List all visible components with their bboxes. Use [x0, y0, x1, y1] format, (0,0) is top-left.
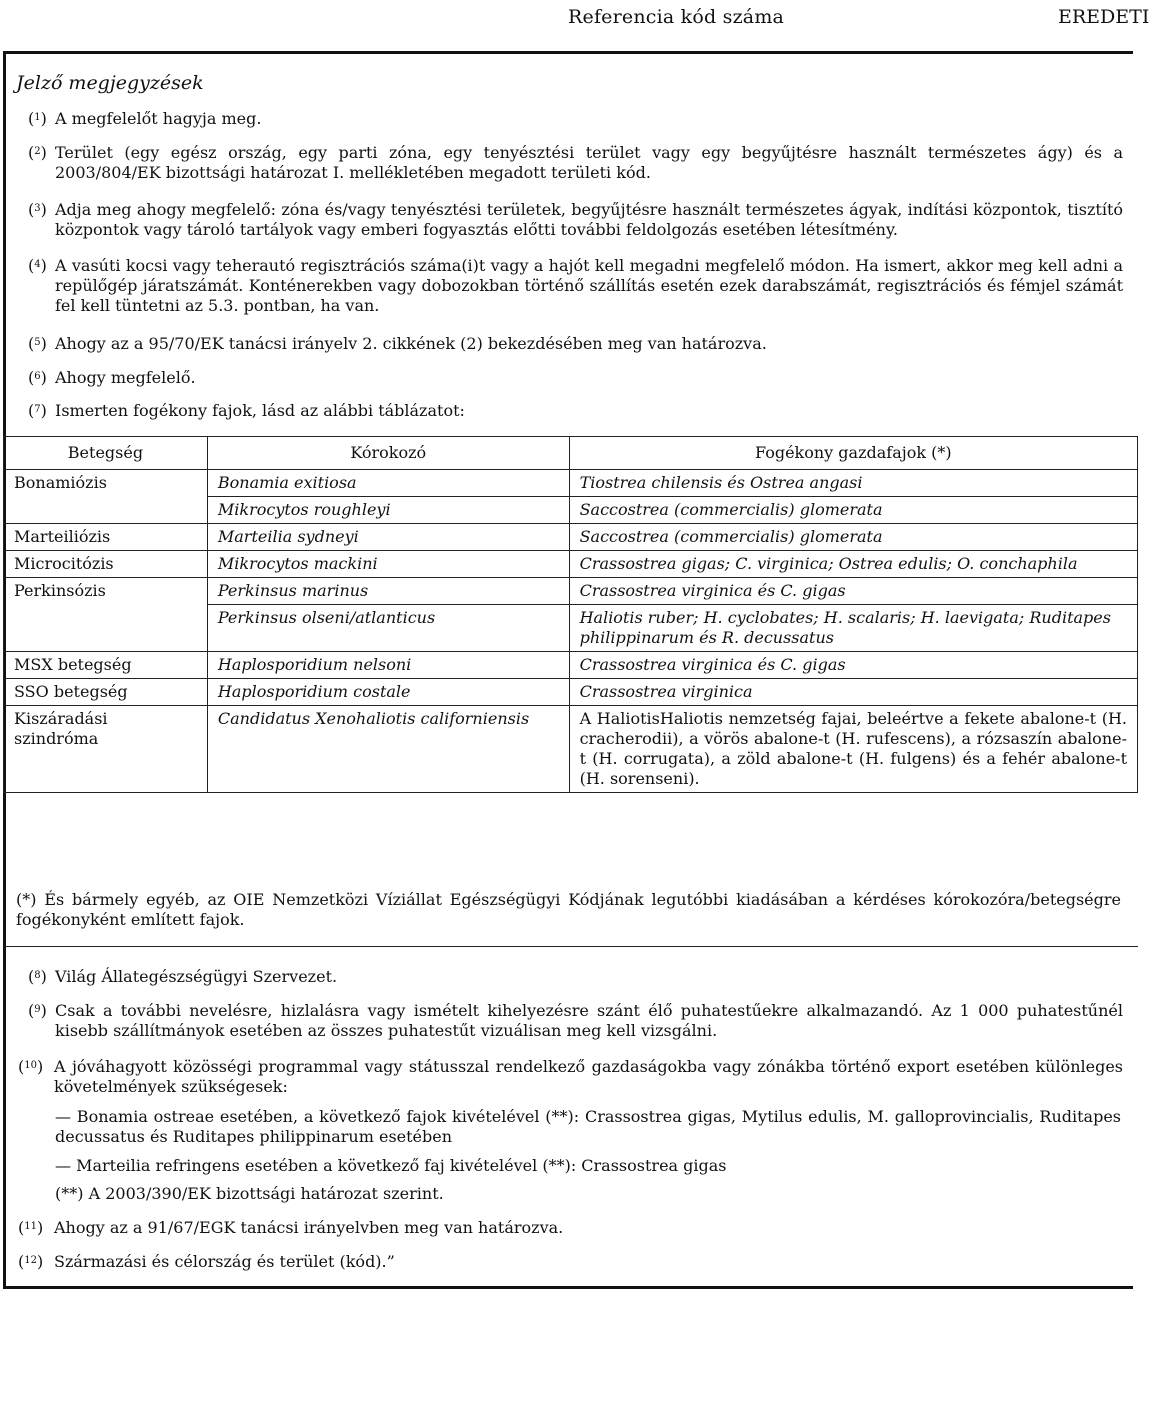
disease-cell: Kiszáradási szindróma	[4, 706, 208, 793]
disease-cell: Marteiliózis	[4, 524, 208, 551]
footnote-mark: (*)	[16, 890, 37, 909]
note-2: ($^2$) Terület (egy egész ország, egy parti zóna, egy tenyésztési terület vagy egy begyűjtésre használt természetes ágy) és a 2003/804/EK bizottsági határozat I. mellékletében megadott területi kód.	[28, 143, 1123, 182]
reference-code-label: Referencia kód száma	[568, 6, 785, 28]
hosts-cell: Saccostrea (commercialis) glomerata	[569, 524, 1137, 551]
note-text: A jóváhagyott közösségi programmal vagy státusszal rendelkező gazdaságokba vagy zónákba történő export esetében különleges követelmények szükségesek:	[54, 1057, 1123, 1096]
disease-cell: Perkinsózis	[4, 578, 208, 605]
hosts-cell: Crassostrea virginica	[569, 679, 1137, 706]
note-text: Világ Állategészségügyi Szervezet.	[55, 967, 338, 986]
column-header: Betegség	[4, 437, 208, 470]
pathogen-cell: Haplosporidium nelsoni	[207, 652, 569, 679]
table-row	[4, 706, 1138, 793]
note-10: ($^{10}$) A jóváhagyott közösségi programmal vagy státusszal rendelkező gazdaságokba vagy zónákba történő export esetében különleges követelmények szükségesek:	[18, 1057, 1123, 1096]
pathogen-cell: Bonamia exitiosa	[207, 470, 569, 497]
disease-cell: Microcitózis	[4, 551, 208, 578]
page-header	[0, 6, 1149, 36]
note-8: ($^8$) Világ Állategészségügyi Szervezet.	[28, 967, 1123, 987]
note-11: ($^{11}$) Ahogy az a 91/67/EGK tanácsi irányelvben meg van határozva.	[18, 1218, 1123, 1238]
hosts-cell: Crassostrea virginica és C. gigas	[569, 578, 1137, 605]
note-text: Ahogy megfelelő.	[55, 368, 196, 387]
note-3: ($^3$) Adja meg ahogy megfelelő: zóna és/vagy tenyésztési területek, begyűjtésre használt természetes ágyak, indítási központok, tisztító központok vagy tároló tartályok vagy emberi fogyasztás előtti további feldolgozás esetében létesítmény.	[28, 200, 1123, 239]
note-12: ($^{12}$) Származási és célország és terület (kód).”	[18, 1252, 1123, 1272]
disease-cell: SSO betegség	[4, 679, 208, 706]
pathogen-cell: Perkinsus olseni/atlanticus	[207, 605, 569, 652]
note-text: A megfelelőt hagyja meg.	[55, 109, 262, 128]
note-5: ($^5$) Ahogy az a 95/70/EK tanácsi irányelv 2. cikkének (2) bekezdésében meg van határozva.	[28, 334, 1123, 354]
divider	[3, 946, 1138, 947]
note-9: ($^9$) Csak a további nevelésre, hizlalásra vagy ismételt kihelyezésre szánt élő puhatestűekre alkalmazandó. Az 1 000 puhatestűnél kisebb szállítmányok esetében az összes puhatestűt vizuálisan meg kell vizsgálni.	[28, 1001, 1123, 1040]
table-row	[4, 578, 1138, 605]
note-text: Ahogy az a 95/70/EK tanácsi irányelv 2. cikkének (2) bekezdésében meg van határozva.	[55, 334, 767, 353]
hosts-cell: Crassostrea gigas; C. virginica; Ostrea edulis; O. conchaphila	[569, 551, 1137, 578]
disease-cell: MSX betegség	[4, 652, 208, 679]
note-1: ($^1$) A megfelelőt hagyja meg.	[28, 109, 1123, 129]
pathogen-cell: Haplosporidium costale	[207, 679, 569, 706]
disease-cell: Bonamiózis	[4, 470, 208, 497]
column-header: Fogékony gazdafajok (*)	[569, 437, 1137, 470]
double-star-note	[55, 1184, 1115, 1204]
table-footnote	[16, 890, 1121, 930]
note-text: Adja meg ahogy megfelelő: zóna és/vagy tenyésztési területek, begyűjtésre használt természetes ágyak, indítási központok, tisztító központok vagy tároló tartályok vagy emberi fogyasztás előtti további feldolgozás esetében létesítmény.	[55, 200, 1123, 239]
hosts-cell: Haliotis ruber; H. cyclobates; H. scalaris; H. laevigata; Ruditapes philippinarum és R. decussatus	[569, 605, 1137, 652]
hosts-cell: Saccostrea (commercialis) glomerata	[569, 497, 1137, 524]
dash-item: — Bonamia ostreae esetében, a következő fajok kivételével (**): Crassostrea gigas, Mytilus edulis, M. galloprovincialis, Ruditapes decussatus és Ruditapes philippinarum esetében	[55, 1107, 1121, 1146]
pathogen-cell: Perkinsus marinus	[207, 578, 569, 605]
note-text: A vasúti kocsi vagy teherautó regisztrációs száma(i)t vagy a hajót kell megadni megfelelő módon. Ha ismert, akkor meg kell adni a repülőgép járatszámát. Konténerekben vagy dobozokban történő szállítás esetén ezek darabszámát, regisztrációs és fémjel számát fel kell tüntetni az 5.3. pontban, ha van.	[55, 256, 1123, 315]
section-title: Jelző megjegyzések	[16, 72, 204, 94]
note-text: Csak a további nevelésre, hizlalásra vagy ismételt kihelyezésre szánt élő puhatestűekre alkalmazandó. Az 1 000 puhatestűnél kisebb szállítmányok esetében az összes puhatestűt vizuálisan meg kell vizsgálni.	[55, 1001, 1123, 1040]
pathogen-cell: Mikrocytos roughleyi	[207, 497, 569, 524]
note-text: Ahogy az a 91/67/EGK tanácsi irányelvben meg van határozva.	[54, 1218, 564, 1237]
table-row	[4, 524, 1138, 551]
pathogen-cell: Marteilia sydneyi	[207, 524, 569, 551]
disease-cell	[4, 605, 208, 652]
hosts-cell: A HaliotisHaliotis nemzetség fajai, beleértve a fekete abalone-t (H. cracherodii), a vörös abalone-t (H. rufescens), a rózsaszín abalone-t (H. corrugata), a zöld abalone-t (H. fulgens) és a fehér abalone-t (H. sorenseni).	[569, 706, 1137, 793]
table-row	[4, 497, 1138, 524]
table-row	[4, 470, 1138, 497]
note-7: ($^7$) Ismerten fogékony fajok, lásd az alábbi táblázatot:	[28, 401, 1123, 421]
table-row	[4, 679, 1138, 706]
pathogen-cell: Candidatus Xenohaliotis californiensis	[207, 706, 569, 793]
double-star-mark: (**)	[55, 1184, 84, 1203]
table-row	[4, 605, 1138, 652]
table-row	[4, 652, 1138, 679]
pathogen-cell: Mikrocytos mackini	[207, 551, 569, 578]
dash-item: — Marteilia refringens esetében a következő faj kivételével (**): Crassostrea gigas	[55, 1156, 727, 1175]
table-row	[4, 551, 1138, 578]
note-6: ($^6$) Ahogy megfelelő.	[28, 368, 1123, 388]
hosts-cell: Crassostrea virginica és C. gigas	[569, 652, 1137, 679]
double-star-text: A 2003/390/EK bizottsági határozat szerint.	[88, 1184, 444, 1203]
hosts-cell: Tiostrea chilensis és Ostrea angasi	[569, 470, 1137, 497]
original-label: EREDETI	[1058, 6, 1149, 28]
susceptible-species-table	[3, 436, 1138, 793]
note-text: Származási és célország és terület (kód).”	[54, 1252, 395, 1271]
table-header-row	[4, 437, 1138, 470]
note-text: Ismerten fogékony fajok, lásd az alábbi táblázatot:	[55, 401, 465, 420]
disease-cell	[4, 497, 208, 524]
footnote-text: És bármely egyéb, az OIE Nemzetközi Víziállat Egészségügyi Kódjának legutóbbi kiadásában a kérdéses kórokozóra/betegségre fogékonyként említett fajok.	[16, 890, 1122, 929]
note-4: ($^4$) A vasúti kocsi vagy teherautó regisztrációs száma(i)t vagy a hajót kell megadni megfelelő módon. Ha ismert, akkor meg kell adni a repülőgép járatszámát. Konténerekben vagy dobozokban történő szállítás esetén ezek darabszámát, regisztrációs és fémjel számát fel kell tüntetni az 5.3. pontban, ha van.	[28, 256, 1123, 315]
column-header: Kórokozó	[207, 437, 569, 470]
note-text: Terület (egy egész ország, egy parti zóna, egy tenyésztési terület vagy egy begyűjtésre használt természetes ágy) és a 2003/804/EK bizottsági határozat I. mellékletében megadott területi kód.	[55, 143, 1123, 182]
